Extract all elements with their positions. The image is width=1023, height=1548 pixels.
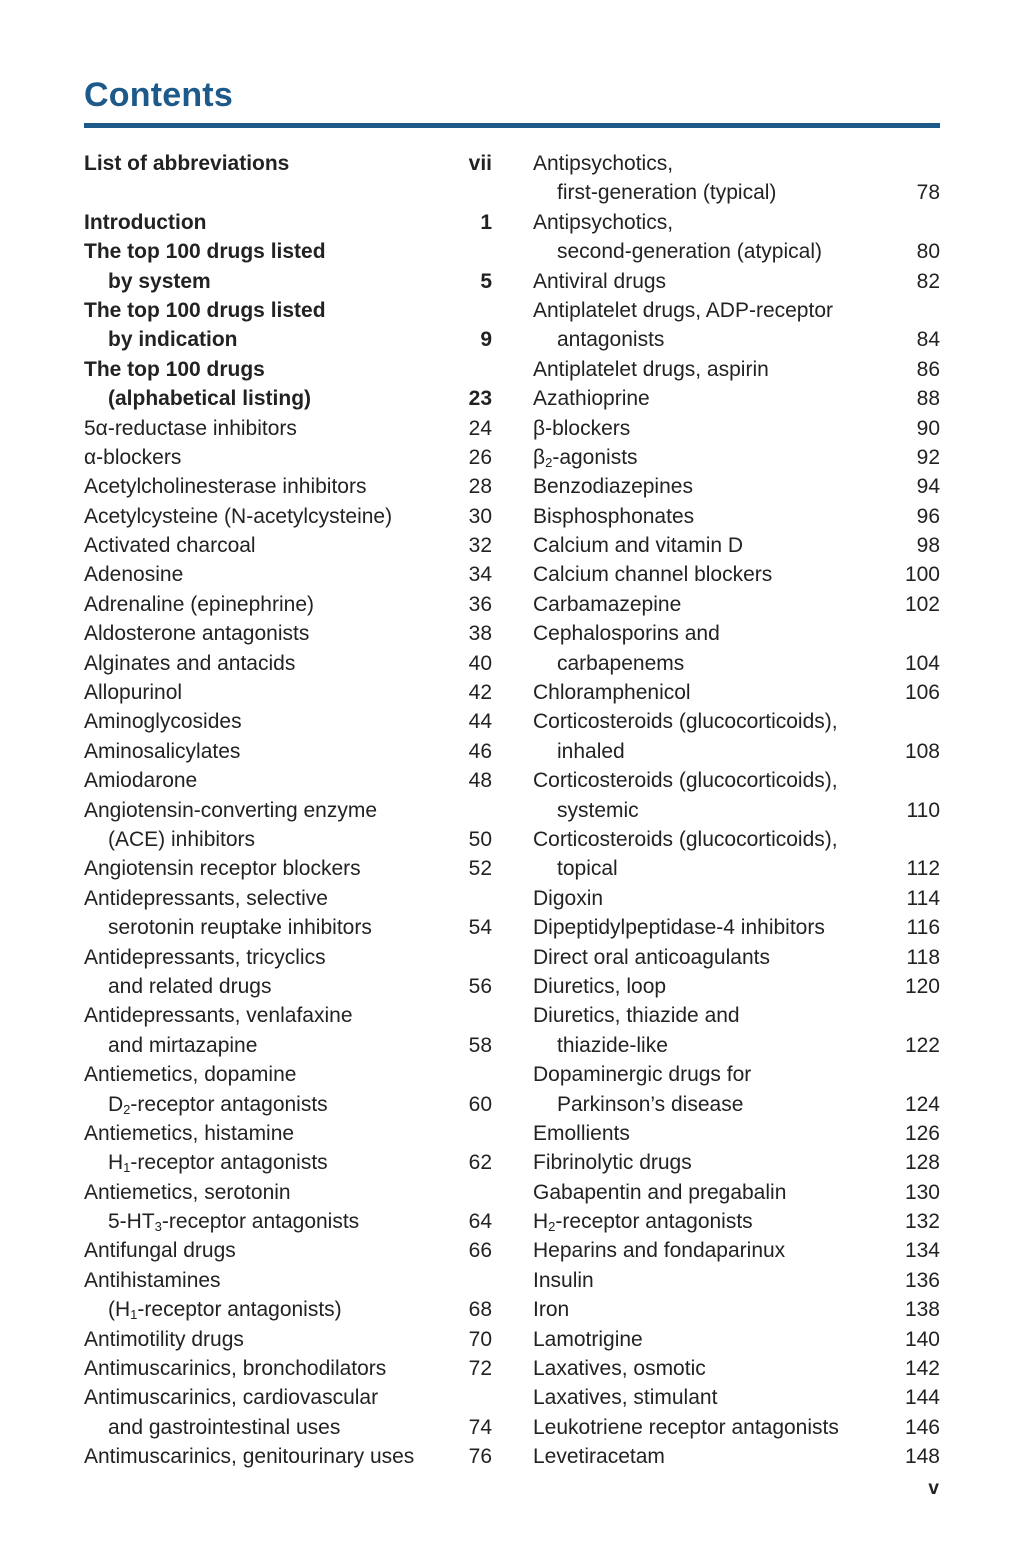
toc-page-number: 80: [916, 240, 940, 264]
toc-entry[interactable]: [533, 707, 940, 766]
toc-entry[interactable]: [84, 1325, 492, 1354]
toc-entry-title: Antiplatelet drugs, aspirin: [533, 357, 769, 381]
toc-entry-title: The top 100 drugs listed: [84, 240, 326, 264]
toc-page-number: 120: [904, 974, 940, 998]
toc-page-number: 56: [468, 974, 492, 998]
toc-entry-title: Introduction: [84, 210, 207, 234]
toc-page-number: 94: [916, 475, 940, 499]
toc-entry[interactable]: [84, 149, 492, 178]
toc-entry-title: Calcium and vitamin D: [533, 534, 744, 558]
toc-entry[interactable]: [84, 414, 492, 443]
toc-entry[interactable]: [533, 1001, 940, 1060]
toc-entry-title: Benzodiazepines: [533, 475, 693, 499]
toc-entry-title: Fibrinolytic drugs: [533, 1151, 692, 1175]
toc-page-number: 38: [468, 622, 492, 646]
toc-entry-title: [533, 443, 940, 472]
toc-page-number: 98: [916, 534, 940, 558]
toc-entry[interactable]: [84, 1442, 492, 1471]
toc-spacer: [84, 178, 492, 207]
toc-page-number: 32: [468, 534, 492, 558]
toc-entry[interactable]: [533, 1178, 940, 1207]
toc-entry-title: Cephalosporins and: [533, 622, 720, 646]
toc-entry-title: Gabapentin and pregabalin: [533, 1180, 787, 1204]
toc-page-number: 146: [904, 1415, 940, 1439]
toc-entry[interactable]: [533, 560, 940, 589]
toc-entry-title: Calcium channel blockers: [533, 563, 773, 587]
toc-page-number: 86: [916, 357, 940, 381]
toc-entry[interactable]: [84, 1119, 492, 1178]
toc-entry-title: Alginates and antacids: [84, 651, 296, 675]
toc-entry-title: Antidepressants, venlafaxine: [84, 1004, 353, 1028]
toc-page-number: 126: [904, 1121, 940, 1145]
toc-page-number: 104: [904, 651, 940, 675]
toc-page-number: 26: [468, 445, 492, 469]
toc-page-number: 36: [468, 592, 492, 616]
toc-entry-title: Antipsychotics,: [533, 210, 674, 234]
toc-page-number: 106: [904, 681, 940, 705]
toc-page-number: 44: [468, 710, 492, 734]
toc-page-number: 1: [480, 210, 492, 234]
toc-entry-title: Direct oral anticoagulants: [533, 945, 770, 969]
subscript: 2: [548, 1219, 556, 1235]
toc-entry-title: Bisphosphonates: [533, 504, 695, 528]
toc-page-number: 118: [906, 945, 940, 969]
toc-column-right: [533, 149, 940, 1472]
page-title: Contents: [84, 76, 233, 114]
toc-entry-title: thiazide-like: [557, 1033, 668, 1057]
toc-page-number: 128: [904, 1151, 940, 1175]
toc-page-number: 62: [468, 1151, 492, 1175]
toc-entry-title: Aminoglycosides: [84, 710, 242, 734]
title-segment: -receptor antagonists: [130, 1151, 328, 1175]
toc-entry[interactable]: [533, 1442, 940, 1471]
title-segment: (H: [108, 1298, 131, 1322]
toc-entry-title: Antidepressants, selective: [84, 886, 328, 910]
toc-page-number: 52: [468, 857, 492, 881]
toc-entry-title: (ACE) inhibitors: [108, 827, 256, 851]
toc-entry-title: Heparins and fondaparinux: [533, 1239, 786, 1263]
toc-entry-title: inhaled: [557, 739, 625, 763]
title-segment: H: [533, 1210, 549, 1234]
toc-entry-title: [533, 1207, 940, 1236]
toc-page-number: 138: [904, 1298, 940, 1322]
toc-entry[interactable]: [84, 208, 492, 237]
toc-page-number: 122: [904, 1033, 940, 1057]
title-segment: 5-HT: [108, 1210, 155, 1234]
toc-page-number: 134: [904, 1239, 940, 1263]
title-segment: D: [108, 1092, 124, 1116]
toc-entry-title: [84, 1207, 492, 1236]
toc-page-number: 72: [468, 1357, 492, 1381]
toc-entry[interactable]: [84, 678, 492, 707]
toc-entry[interactable]: [84, 1354, 492, 1383]
toc-column-left: [84, 149, 492, 1472]
toc-entry[interactable]: [533, 502, 940, 531]
toc-entry-title: Insulin: [533, 1268, 594, 1292]
toc-entry[interactable]: [533, 1266, 940, 1295]
toc-entry[interactable]: [533, 384, 940, 413]
toc-entry[interactable]: [84, 649, 492, 678]
toc-page-number: 90: [916, 416, 940, 440]
toc-entry[interactable]: [533, 678, 940, 707]
toc-entry[interactable]: [84, 531, 492, 560]
toc-entry[interactable]: [84, 590, 492, 619]
toc-entry-title: Levetiracetam: [533, 1445, 665, 1469]
toc-entry-title: The top 100 drugs: [84, 357, 265, 381]
toc-entry[interactable]: [533, 443, 940, 472]
title-segment: -agonists: [552, 445, 638, 469]
toc-entry-title: Antimuscarinics, genitourinary uses: [84, 1445, 415, 1469]
toc-entry[interactable]: [533, 1383, 940, 1412]
toc-entry-title: carbapenems: [557, 651, 685, 675]
toc-page-number: 68: [468, 1298, 492, 1322]
toc-page-number: 66: [468, 1239, 492, 1263]
toc-entry[interactable]: [533, 913, 940, 942]
toc-entry-title: Amiodarone: [84, 769, 198, 793]
toc-entry[interactable]: [533, 531, 940, 560]
toc-page-number: 34: [468, 563, 492, 587]
title-segment: β: [533, 445, 546, 469]
subscript: 3: [154, 1219, 162, 1235]
toc-page-number: 116: [906, 916, 940, 940]
toc-page-number: 132: [904, 1210, 940, 1234]
toc-entry[interactable]: [84, 1001, 492, 1060]
toc-entry[interactable]: [84, 1178, 492, 1237]
page-folio: v: [928, 1478, 939, 1499]
toc-entry[interactable]: [84, 502, 492, 531]
toc-entry[interactable]: [533, 943, 940, 972]
toc-page-number: 144: [904, 1386, 940, 1410]
toc-entry-title: (alphabetical listing): [108, 387, 312, 411]
toc-entry-title: Allopurinol: [84, 681, 183, 705]
toc-page-number: vii: [468, 152, 492, 175]
subscript: 1: [130, 1307, 138, 1323]
toc-page-number: 114: [906, 886, 940, 910]
toc-entry-title: serotonin reuptake inhibitors: [108, 916, 372, 940]
toc-page-number: 148: [904, 1445, 940, 1469]
toc-page-number: 54: [468, 916, 492, 940]
toc-entry-title: Carbamazepine: [533, 592, 682, 616]
toc-entry-title: Emollients: [533, 1121, 630, 1145]
toc-entry-title: second-generation (atypical): [557, 240, 822, 264]
toc-entry[interactable]: [533, 414, 940, 443]
toc-page-number: 124: [904, 1092, 940, 1116]
toc-page-number: 60: [468, 1092, 492, 1116]
toc-entry-title: Antiemetics, histamine: [84, 1121, 295, 1145]
subscript: 1: [123, 1160, 131, 1176]
toc-entry-title: 5α-reductase inhibitors: [84, 416, 297, 440]
toc-page-number: 88: [916, 387, 940, 411]
toc-entry-title: Antimuscarinics, bronchodilators: [84, 1357, 387, 1381]
toc-entry-title: [84, 1295, 492, 1324]
toc-entry-title: Dopaminergic drugs for: [533, 1063, 752, 1087]
toc-entry[interactable]: [533, 1119, 940, 1148]
toc-entry[interactable]: [84, 796, 492, 855]
title-segment: -receptor antagonists): [137, 1298, 342, 1322]
toc-page-number: 46: [468, 739, 492, 763]
toc-page-number: 30: [468, 504, 492, 528]
toc-entry[interactable]: [533, 1060, 940, 1119]
toc-page-number: 50: [468, 827, 492, 851]
title-segment: H: [108, 1151, 124, 1175]
toc-page-number: 70: [468, 1327, 492, 1351]
toc-entry[interactable]: [84, 766, 492, 795]
toc-page-number: 74: [468, 1415, 492, 1439]
toc-page-number: 58: [468, 1033, 492, 1057]
toc-entry-title: Antifungal drugs: [84, 1239, 236, 1263]
toc-page-number: 42: [468, 681, 492, 705]
toc-entry[interactable]: [84, 737, 492, 766]
toc-entry[interactable]: [84, 237, 492, 296]
toc-entry[interactable]: [533, 590, 940, 619]
toc-entry-title: first-generation (typical): [557, 181, 777, 205]
toc-entry-title: β-blockers: [533, 416, 631, 440]
toc-entry-title: Corticosteroids (glucocorticoids),: [533, 769, 838, 793]
toc-entry[interactable]: [84, 1236, 492, 1265]
toc-entry-title: Digoxin: [533, 886, 604, 910]
toc-entry[interactable]: [84, 884, 492, 943]
toc-entry-title: and gastrointestinal uses: [108, 1415, 341, 1439]
toc-entry[interactable]: [84, 619, 492, 648]
toc-entry[interactable]: [533, 296, 940, 355]
toc-entry-title: Leukotriene receptor antagonists: [533, 1415, 839, 1439]
toc-entry-title: Acetylcysteine (N-acetylcysteine): [84, 504, 393, 528]
toc-page-number: 84: [916, 328, 940, 352]
title-segment: -receptor antagonists: [161, 1210, 360, 1234]
toc-entry-title: Laxatives, stimulant: [533, 1386, 718, 1410]
toc-entry-title: Corticosteroids (glucocorticoids),: [533, 710, 838, 734]
toc-entry-title: systemic: [557, 798, 639, 822]
toc-page-number: 48: [468, 769, 492, 793]
toc-entry-title: Antidepressants, tricyclics: [84, 945, 326, 969]
toc-page-number: 100: [904, 563, 940, 587]
toc-entry-title: Parkinson’s disease: [557, 1092, 744, 1116]
toc-entry[interactable]: [84, 707, 492, 736]
toc-entry-title: Chloramphenicol: [533, 681, 691, 705]
toc-entry[interactable]: [533, 149, 940, 208]
toc-entry-title: Antiemetics, serotonin: [84, 1180, 291, 1204]
title-segment: -receptor antagonists: [130, 1092, 328, 1116]
toc-entry[interactable]: [533, 1295, 940, 1324]
toc-page-number: 92: [916, 445, 940, 469]
toc-entry-title: Diuretics, loop: [533, 974, 667, 998]
toc-page-number: 96: [916, 504, 940, 528]
toc-page-number: 108: [904, 739, 940, 763]
toc-entry[interactable]: [84, 443, 492, 472]
toc-entry[interactable]: [84, 1060, 492, 1119]
toc-entry-title: α-blockers: [84, 445, 182, 469]
toc-entry-title: and mirtazapine: [108, 1033, 258, 1057]
toc-page-number: 142: [904, 1357, 940, 1381]
toc-entry-title: Antimuscarinics, cardiovascular: [84, 1386, 379, 1410]
title-rule: [84, 123, 940, 128]
toc-entry-title: Lamotrigine: [533, 1327, 643, 1351]
toc-page-number: 28: [468, 475, 492, 499]
toc-entry[interactable]: [84, 943, 492, 1002]
toc-entry-title: Adrenaline (epinephrine): [84, 592, 314, 616]
toc-entry[interactable]: [533, 1236, 940, 1265]
toc-entry[interactable]: [84, 472, 492, 501]
toc-entry-title: The top 100 drugs listed: [84, 298, 326, 322]
toc-page-number: 78: [916, 181, 940, 205]
title-segment: -receptor antagonists: [555, 1210, 753, 1234]
toc-entry-title: by system: [108, 269, 211, 293]
toc-entry-title: Iron: [533, 1298, 570, 1322]
toc-entry[interactable]: [533, 472, 940, 501]
toc-entry[interactable]: [84, 1266, 492, 1325]
toc-entry[interactable]: [533, 972, 940, 1001]
toc-entry-title: Diuretics, thiazide and: [533, 1004, 740, 1028]
toc-entry-title: Acetylcholinesterase inhibitors: [84, 475, 367, 499]
toc-page-number: 112: [906, 857, 940, 881]
toc-entry[interactable]: [84, 296, 492, 355]
toc-entry-title: Azathioprine: [533, 387, 650, 411]
toc-entry-title: Antiemetics, dopamine: [84, 1063, 297, 1087]
toc-page-number: 24: [468, 416, 492, 440]
toc-page-number: 102: [904, 592, 940, 616]
toc-page-number: 130: [904, 1180, 940, 1204]
toc-entry-title: and related drugs: [108, 974, 272, 998]
toc-entry-title: antagonists: [557, 328, 665, 352]
toc-entry[interactable]: [84, 854, 492, 883]
toc-entry-title: Aminosalicylates: [84, 739, 241, 763]
toc-entry[interactable]: [533, 1207, 940, 1236]
toc-entry-title: [84, 1148, 492, 1177]
toc-entry-title: Antiviral drugs: [533, 269, 667, 293]
toc-entry-title: Antihistamines: [84, 1268, 221, 1292]
toc-entry-title: Adenosine: [84, 563, 184, 587]
toc-entry[interactable]: [533, 208, 940, 267]
toc-page-number: 82: [916, 269, 940, 293]
subscript: 2: [545, 454, 553, 470]
toc-entry-title: Corticosteroids (glucocorticoids),: [533, 827, 838, 851]
toc-page-number: 140: [904, 1327, 940, 1351]
toc-page-number: 136: [904, 1268, 940, 1292]
toc-entry-title: Antiplatelet drugs, ADP-receptor: [533, 298, 833, 322]
toc-entry-title: Laxatives, osmotic: [533, 1357, 706, 1381]
toc-entry[interactable]: [533, 884, 940, 913]
toc-entry[interactable]: [84, 560, 492, 589]
toc-entry-title: Dipeptidylpeptidase-4 inhibitors: [533, 916, 825, 940]
toc-entry-title: [84, 1090, 492, 1119]
toc-entry-title: topical: [557, 857, 618, 881]
toc-page-number: 23: [468, 387, 492, 411]
toc-entry-title: Antipsychotics,: [533, 152, 674, 175]
toc-entry[interactable]: [533, 1413, 940, 1442]
toc-page-number: 76: [468, 1445, 492, 1469]
toc-page-number: 64: [468, 1210, 492, 1234]
toc-entry[interactable]: [533, 1148, 940, 1177]
toc-entry-title: Angiotensin receptor blockers: [84, 857, 361, 881]
toc-entry[interactable]: [533, 619, 940, 678]
toc-entry-title: by indication: [108, 328, 238, 352]
toc-entry[interactable]: [533, 825, 940, 884]
toc-entry[interactable]: [533, 1354, 940, 1383]
toc-entry-title: Antimotility drugs: [84, 1327, 244, 1351]
toc-entry-title: Aldosterone antagonists: [84, 622, 310, 646]
toc-entry[interactable]: [84, 355, 492, 414]
toc-entry[interactable]: [84, 1383, 492, 1442]
toc-page-number: 40: [468, 651, 492, 675]
toc-page-number: 5: [480, 269, 492, 293]
toc-entry[interactable]: [533, 766, 940, 825]
toc-entry-title: List of abbreviations: [84, 152, 290, 175]
toc-entry-title: Activated charcoal: [84, 534, 256, 558]
toc-entry[interactable]: [533, 1325, 940, 1354]
subscript: 2: [123, 1101, 131, 1117]
toc-page-number: 9: [480, 328, 492, 352]
toc-entry[interactable]: [533, 355, 940, 384]
toc-page-number: 110: [906, 798, 940, 822]
toc-entry-title: Angiotensin-converting enzyme: [84, 798, 377, 822]
toc-entry[interactable]: [533, 267, 940, 296]
